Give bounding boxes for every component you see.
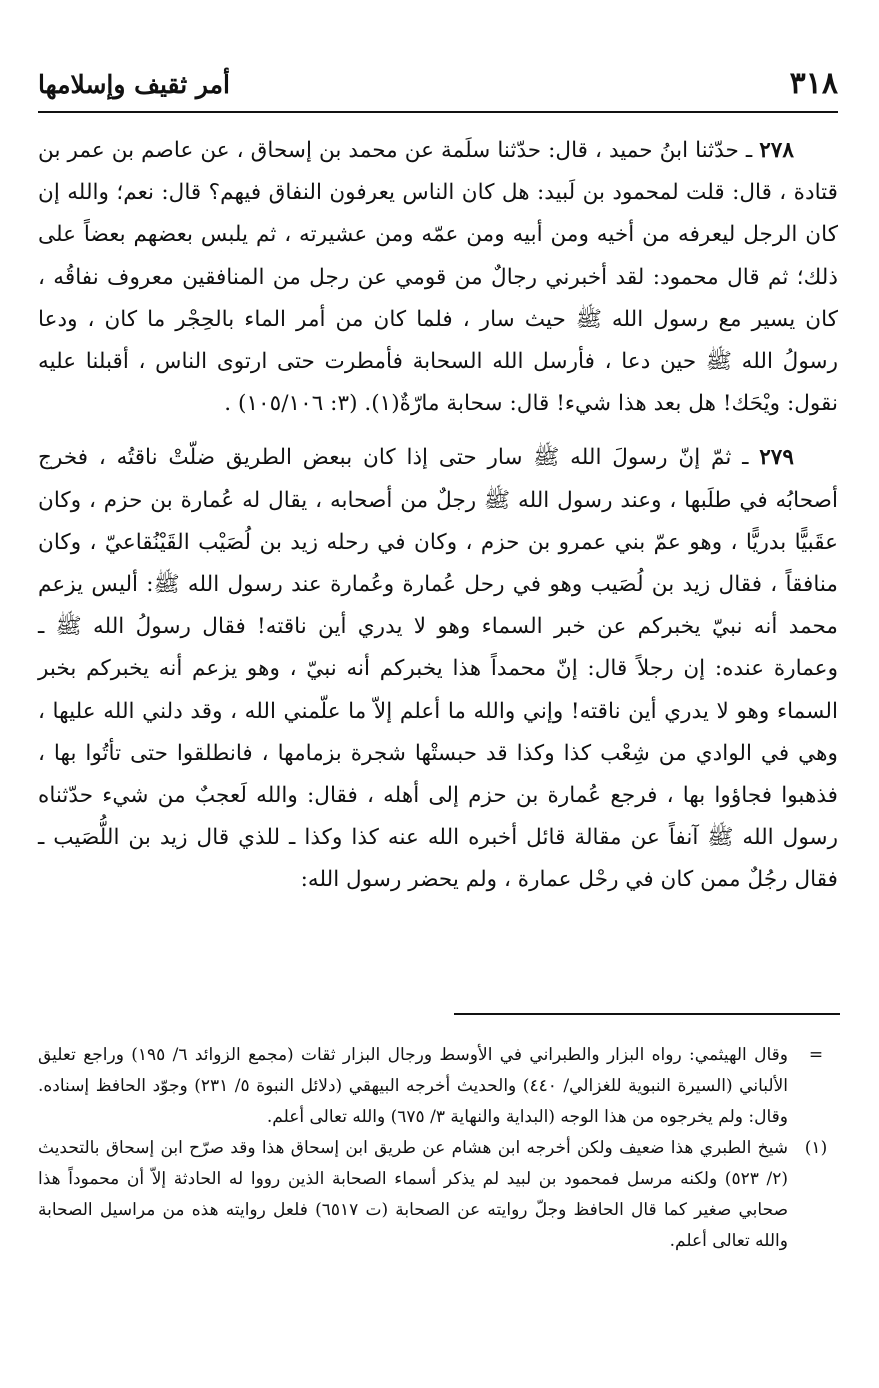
paragraph-number: ٢٧٩ <box>759 445 794 471</box>
header-divider <box>38 111 838 113</box>
paragraph-279 <box>38 437 838 901</box>
paragraph-number: ٢٧٨ <box>759 138 794 163</box>
footnote-divider <box>454 1013 840 1015</box>
footnote-text: شيخ الطبري هذا ضعيف ولكن أخرجه ابن هشام عن طريق ابن إسحاق هذا وقد صرّح ابن إسحاق بالتحديث (٢/ ٥٢٣) ولكنه مرسل فمحمود بن لبيد لم يذكر أسماء الصحابة الذين رووا له الحادثة إلاّ أن محموداً هذا صحابي صغير كما قال الحافظ وجلّ روايته عن الصحابة (ت ٦٥١٧) فلعل روايته هذه من مراسيل الصحابة والله تعالى أعلم. <box>38 1138 789 1251</box>
paragraph-text: ـ حدّثنا ابنُ حميد ، قال: حدّثنا سلَمة عن محمد بن إسحاق ، عن عاصم بن عمر بن قتادة ، قال: قلت لمحمود بن لَبيد: هل كان الناس يعرفون النفاق فيهم؟ قال: نعم؛ والله إن كان الرجل ليعرفه من أخيه ومن أبيه ومن عمّه ومن عشيرته ، ثم يلبس بعضهم بعضاً على ذلك؛ ثم قال محمود: لقد أخبرني رجالٌ من قومي عن رجل من المنافقين معروف نفاقُه ، كان يسير مع رسول الله ﷺ حيث سار ، فلما كان من أمر الماء بالحِجْر ما كان ، ودعا رسولُ الله ﷺ حين دعا ، فأرسل الله السحابة فأمطرت حتى ارتوى الناس ، أقبلنا عليه نقول: ويْحَك! هل بعد هذا شيء! قال: سحابة مارّةٌ(١). (٣: ١٠٥/١٠٦) . <box>38 138 838 417</box>
footnote-1 <box>38 1133 838 1257</box>
footnote-continuation <box>38 1040 838 1133</box>
footnote-marker: (١) <box>804 1138 828 1158</box>
footnotes <box>38 1040 838 1257</box>
main-text <box>38 130 838 914</box>
footnote-marker: = <box>808 1045 824 1065</box>
paragraph-278 <box>38 130 838 425</box>
paragraph-text: ـ ثمّ إنّ رسولَ الله ﷺ سار حتى إذا كان ببعض الطريق ضلّتْ ناقتُه ، فخرج أصحابُه في طلَبها ، وعند رسول الله ﷺ رجلٌ من أصحابه ، يقال له عُمارة بن حزم ، وكان عقَبيًّا بدريًّا ، وهو عمّ بني عمرو بن حزم ، وكان في رحله زيد بن لُصَيْب القَيْنُقاعيّ ، وكان منافقاً ، فقال زيد بن لُصَيب وهو في رحل عُمارة وعُمارة عند رسول الله ﷺ: أليس يزعم محمد أنه نبيّ يخبركم عن خبر السماء وهو لا يدري أين ناقته! فقال رسولُ الله ﷺ ـ وعمارة عنده: إن رجلاً قال: إنّ محمداً هذا يخبركم أنه نبيّ ، وهو يزعم أنه يخبركم بخبر السماء وهو لا يدري أين ناقته! وإني والله ما أعلم إلاّ ما علّمني الله ، وقد دلني الله عليها ، وهي في الوادي من شِعْب كذا وكذا قد حبستْها شجرة بزمامها ، فانطلقوا حتى تأتُوا بها ، فذهبوا فجاؤوا بها ، فرجع عُمارة بن حزم إلى أهله ، فقال: والله لَعجبٌ من شيء حدّثناه رسول الله ﷺ آنفاً عن مقالة قائل أخبره الله عنه كذا وكذا ـ للذي قال زيد بن اللُّصَيب ـ فقال رجُلٌ ممن كان في رحْل عمارة ، ولم يحضر رسول الله: <box>38 445 839 893</box>
page-number: ٣١٨ <box>789 66 838 101</box>
footnote-text: وقال الهيثمي: رواه البزار والطبراني في الأوسط ورجال البزار ثقات (مجمع الزوائد ٦/ ١٩٥) وراجع تعليق الألباني (السيرة النبوية للغزالي/ ٤٤٠) والحديث أخرجه البيهقي (دلائل النبوة ٥/ ٢٣١) وجوّد الحافظ إسناده. وقال: ولم يخرجوه من هذا الوجه (البداية والنهاية ٣/ ٦٧٥) والله تعالى أعلم. <box>38 1045 788 1127</box>
running-title: أمر ثقيف وإسلامها <box>38 70 230 99</box>
page-header <box>38 64 838 106</box>
